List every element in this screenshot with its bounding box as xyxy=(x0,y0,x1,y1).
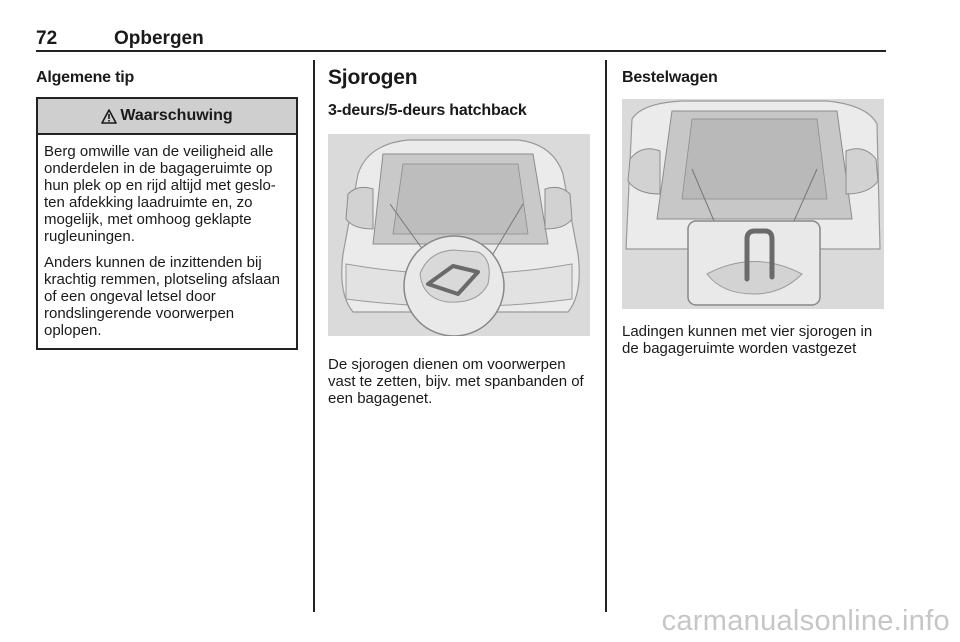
column-right xyxy=(622,60,886,357)
hatchback-heading: 3-deurs/5-deurs hatchback xyxy=(328,102,527,119)
column-middle xyxy=(328,60,590,407)
van-rear-illustration xyxy=(622,99,884,309)
warning-paragraph: Berg omwille van de veiligheid alle onderdelen in de bagageruimte op hun plek op en rijd altijd met geslo- ten afdekking laadruimte en, zo mogelijk, met omhoog geklapte rugleuningen. xyxy=(44,143,276,245)
general-tip-heading: Algemene tip xyxy=(36,69,135,86)
watermark: carmanualsonline.info xyxy=(661,605,950,637)
column-divider-1 xyxy=(313,60,315,612)
section-title: Sjorogen xyxy=(328,66,418,89)
column-divider-2 xyxy=(605,60,607,612)
warning-triangle-icon xyxy=(101,109,117,124)
page-number: 72 xyxy=(36,28,58,49)
page-header xyxy=(36,28,886,50)
van-lashing-eyes-illustration xyxy=(622,99,884,309)
van-heading: Bestelwagen xyxy=(622,69,718,86)
header-rule xyxy=(36,50,886,52)
hatchback-caption: De sjorogen dienen om voorwerpen vast te zetten, bijv. met spanbanden of een bagagenet. xyxy=(328,356,584,407)
warning-header xyxy=(38,99,296,135)
hatchback-lashing-eyes-illustration xyxy=(328,134,590,336)
car-rear-illustration xyxy=(328,134,590,336)
van-caption: Ladingen kunnen met vier sjorogen in de bagageruimte worden vastgezet xyxy=(622,323,873,357)
warning-paragraph: Anders kunnen de inzittenden bij krachtig remmen, plotseling afslaan of een ongeval letsel door rondslingerende voorwerpen oplopen. xyxy=(44,254,280,339)
warning-title: Waarschuwing xyxy=(120,107,233,124)
chapter-title: Opbergen xyxy=(114,28,204,49)
column-left xyxy=(36,60,298,350)
warning-box xyxy=(36,97,298,350)
warning-body xyxy=(38,135,296,348)
